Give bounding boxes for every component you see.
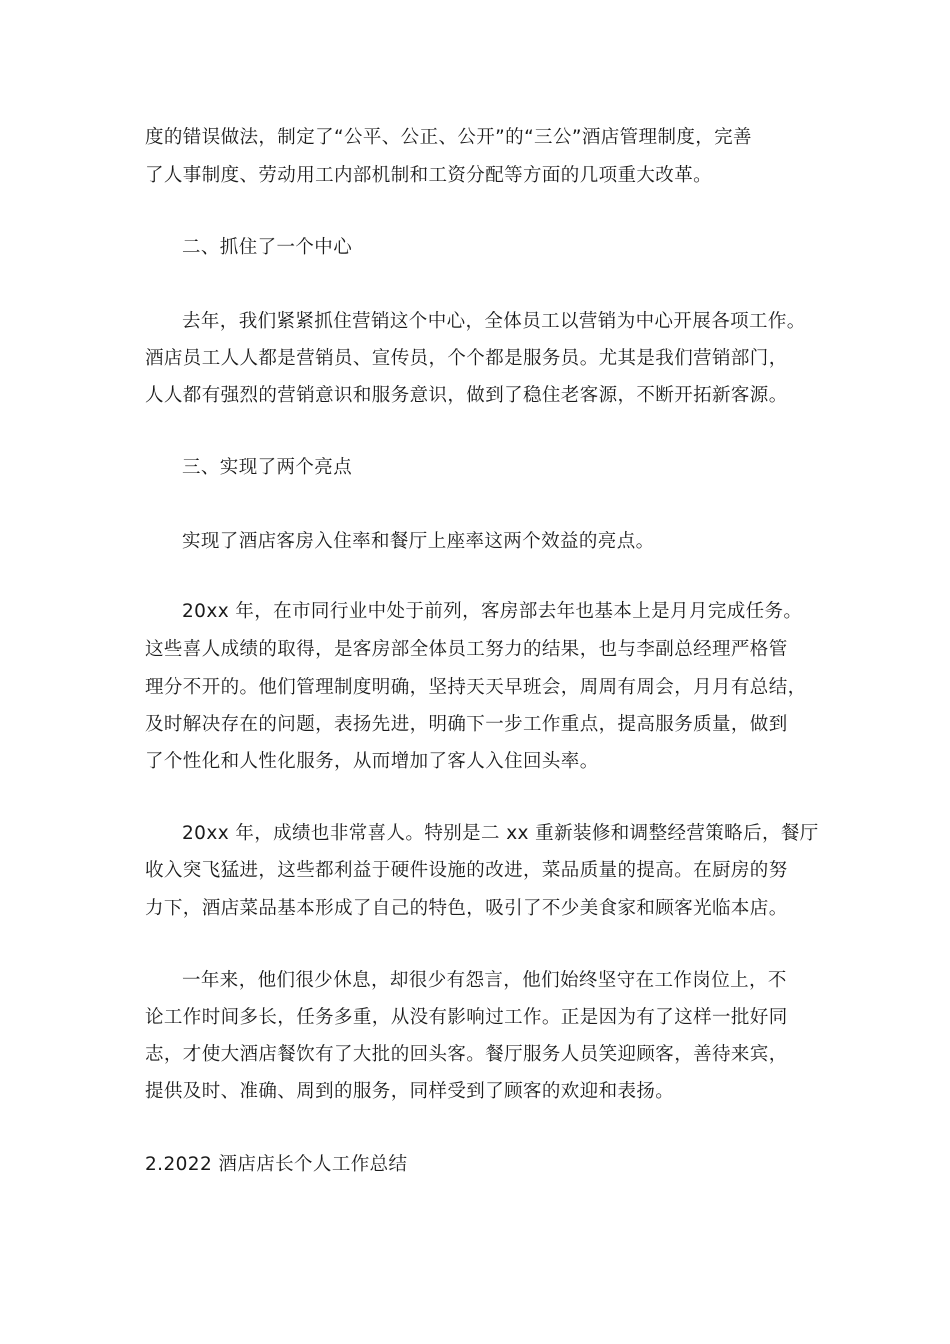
document-subtitle: 2.2022 酒店店长个人工作总结 [145,1154,408,1175]
paragraph-line: 了个性化和人性化服务，从而增加了客人入住回头率。 [145,751,599,772]
section-heading: 二、抓住了一个中心 [182,237,353,258]
paragraph-line: 度的错误做法，制定了“公平、公正、公开”的“三公”酒店管理制度，完善 [145,127,752,148]
paragraph-line: 20xx 年，成绩也非常喜人。特别是二 xx 重新装修和调整经营策略后，餐厅 [182,823,819,844]
paragraph-line: 去年，我们紧紧抓住营销这个中心，全体员工以营销为中心开展各项工作。 [182,311,806,332]
paragraph-line: 收入突飞猛进，这些都利益于硬件设施的改进，菜品质量的提高。在厨房的努 [145,860,788,881]
paragraph-line: 论工作时间多长，任务多重，从没有影响过工作。正是因为有了这样一批好同 [145,1007,788,1028]
paragraph-line: 实现了酒店客房入住率和餐厅上座率这两个效益的亮点。 [182,531,655,552]
paragraph-line: 理分不开的。他们管理制度明确，坚持天天早班会，周周有周会，月月有总结， [145,677,807,698]
paragraph-line: 酒店员工人人都是营销员、宣传员，个个都是服务员。尤其是我们营销部门， [145,348,788,369]
paragraph-line: 志，才使大酒店餐饮有了大批的回头客。餐厅服务人员笑迎顾客，善待来宾， [145,1044,788,1065]
paragraph-line: 这些喜人成绩的取得，是客房部全体员工努力的结果，也与李副总经理严格管 [145,639,788,660]
paragraph-line: 提供及时、准确、周到的服务，同样受到了顾客的欢迎和表扬。 [145,1081,675,1102]
paragraph-line: 一年来，他们很少休息，却很少有怨言，他们始终坚守在工作岗位上，不 [182,970,787,991]
paragraph-line: 20xx 年，在市同行业中处于前列，客房部去年也基本上是月月完成任务。 [182,601,803,622]
section-heading: 三、实现了两个亮点 [182,457,353,478]
paragraph-line: 人人都有强烈的营销意识和服务意识，做到了稳住老客源，不断开拓新客源。 [145,385,788,406]
paragraph-line: 力下，酒店菜品基本形成了自己的特色，吸引了不少美食家和顾客光临本店。 [145,898,788,919]
paragraph-line: 及时解决存在的问题，表扬先进，明确下一步工作重点，提高服务质量，做到 [145,714,788,735]
paragraph-line: 了人事制度、劳动用工内部机制和工资分配等方面的几项重大改革。 [145,165,713,186]
